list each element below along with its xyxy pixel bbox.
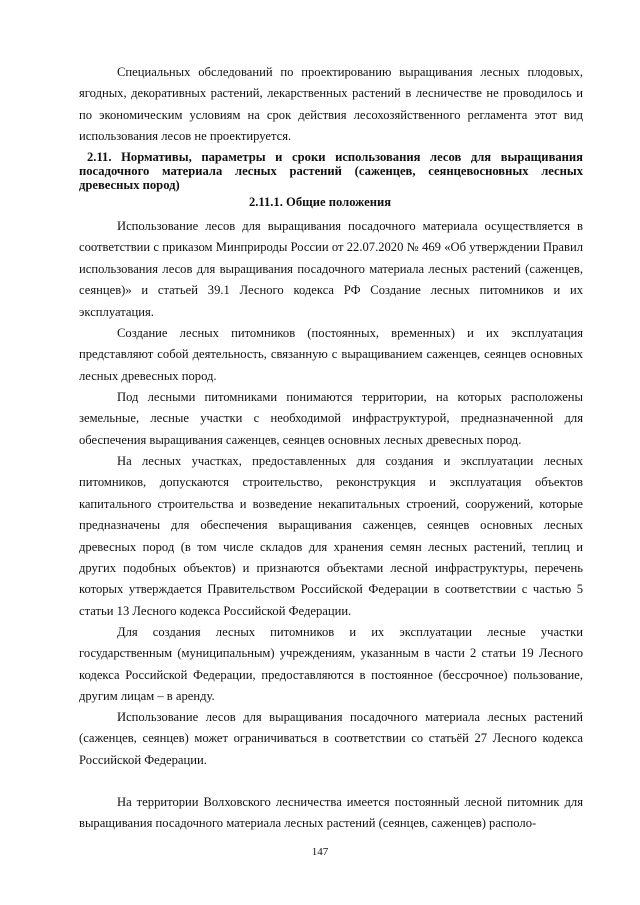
paragraph-volkhov-nursery: На территории Волховского лесничества имеется постоянный лесной питомник для выращивания посадочного материала лесных растений (сеянцев, саженцев) располо- xyxy=(79,795,583,831)
paragraph-infrastructure: На лесных участках, предоставленных для создания и эксплуатации лесных питомников, допускаются строительство, реконструкция и эксплуатация объектов капитального строительства и возведение некапитальных строений, сооружений, которые предназначены для обеспечения выращивания саженцев, сеянцев основных лесных древесных пород (в том числе складов для хранения семян лесных растений, теплиц и других подобных объектов) и признаются объектами лесной инфраструктуры, перечень которых утверждается Правительством Российской Федерации в соответствии с частью 5 статьи 13 Лесного кодекса Российской Федерации. xyxy=(79,454,583,618)
paragraph-nursery-creation: Создание лесных питомников (постоянных, временных) и их эксплуатация представляют собой деятельность, связанную с выращиванием саженцев, сеянцев основных лесных древесных пород. xyxy=(79,326,583,383)
page-number: 147 xyxy=(311,846,329,858)
section-heading: 2.11. Нормативы, параметры и сроки использования лесов для выращивания посадочного материала лесных растений (саженцев, сеянцевосновных лесных древесных пород) xyxy=(79,150,583,192)
paragraph-legal-basis: Использование лесов для выращивания посадочного материала осуществляется в соответствии с приказом Минприроды России от 22.07.2020 № 469 «Об утверждении Правил использования лесов для выращивания посадочного материала лесных растений (саженцев, сеянцев)» и статьей 39.1 Лесного кодекса РФ Создание лесных питомников и их эксплуатация. xyxy=(79,219,583,319)
paragraph-land-provision: Для создания лесных питомников и их эксплуатации лесные участки государственным (муниципальным) учреждениям, указанным в части 2 статьи 19 Лесного кодекса Российской Федерации, предоставляются в постоянное (бессрочное) пользование, другим лицам – в аренду. xyxy=(79,625,583,704)
paragraph-nursery-definition: Под лесными питомниками понимаются территории, на которых расположены земельные, лесные участки с необходимой инфраструктурой, предназначенной для обеспечения выращивания саженцев, сеянцев основных лесных древесных пород. xyxy=(79,390,583,447)
paragraph-restrictions: Использование лесов для выращивания посадочного материала лесных растений (саженцев, сеянцев) может ограничиваться в соответствии со статьёй 27 Лесного кодекса Российской Федерации. xyxy=(79,710,583,767)
paragraph-intro: Специальных обследований по проектированию выращивания лесных плодовых, ягодных, декоративных растений, лекарственных растений в лесничестве не проводилось и по экономическим условиям на срок действия лесохозяйственного регламента этот вид использования лесов не проектируется. xyxy=(79,65,583,144)
subsection-heading: 2.11.1. Общие положения xyxy=(248,195,392,209)
